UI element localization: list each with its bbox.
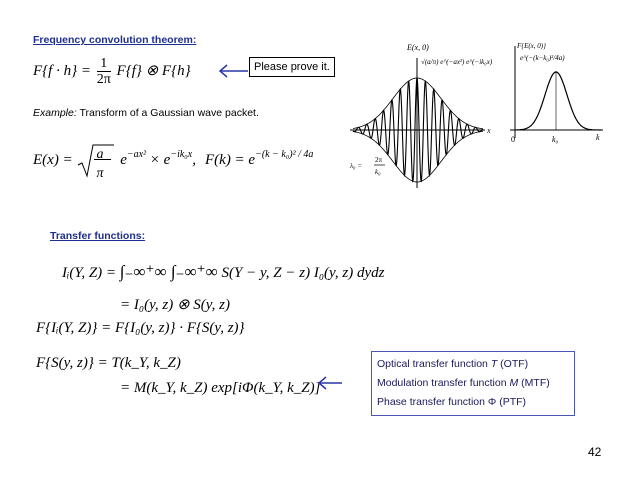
legend-item-mtf (377, 374, 569, 393)
legend-otf-symbol: T (490, 358, 498, 370)
legend-ptf-symbol: Φ (487, 396, 497, 408)
gaussian-field-equation (33, 137, 196, 182)
gaussian-spectrum-equation (205, 137, 313, 178)
gaussian-F-lhs: F(k) = e (205, 152, 256, 168)
legend-mtf-suffix: (MTF) (518, 377, 550, 389)
wave-packet-figure (345, 38, 605, 190)
callout-arrow-icon (216, 64, 250, 78)
tf-line1-lhs: Iᵢ(Y, Z) = (62, 265, 117, 281)
right-axis-origin: 0 (511, 135, 515, 144)
example-label: Example: (33, 107, 77, 119)
please-prove-callout: Please prove it. (249, 57, 335, 77)
gaussian-E-comma: , (192, 152, 196, 168)
example-text: Transform of a Gaussian wave packet. (76, 107, 259, 119)
legend-otf-prefix: Optical transfer function (377, 358, 491, 370)
convolution-rhs: F{f} ⊗ F{h} (116, 63, 191, 79)
legend-mtf-prefix: Modulation transfer function (377, 377, 510, 389)
example-line (33, 107, 259, 119)
frequency-convolution-heading: Frequency convolution theorem: (33, 34, 197, 46)
right-title: F{E(x, 0)} (517, 42, 546, 50)
left-title: E(x, 0) (407, 43, 429, 52)
legend-ptf-prefix: Phase transfer function (377, 396, 488, 408)
legend-ptf-suffix: (PTF) (496, 396, 527, 408)
gaussian-E-exp2: −ik₀x (170, 149, 193, 160)
tf-line1-rhs: S(Y − y, Z − z) I₀(y, z) dydz (221, 265, 385, 281)
wavelength-annot: λ₀ = (350, 162, 362, 170)
right-axis-k0: k₀ (552, 135, 559, 144)
left-axis-x-label: x (487, 126, 491, 135)
wavelength-den: k₀ (375, 168, 381, 176)
legend-otf-suffix: (OTF) (497, 358, 529, 370)
wave-packet-plot (349, 43, 493, 188)
sqrt-denominator: π (96, 166, 104, 182)
tf-line1 (62, 262, 384, 283)
tf-line3: F{Iᵢ(Y, Z)} = F{I₀(y, z)} · F{S(y, z)} (36, 320, 245, 336)
tf-line5: = M(k_Y, k_Z) exp[iΦ(k_Y, k_Z)] (120, 380, 321, 396)
sqrt-numerator: a (96, 147, 104, 163)
spectrum-curve (516, 72, 601, 130)
left-formula: √(a/π) e^(−ax²) e^(−ik₀x) (421, 58, 493, 66)
gaussian-E-exp1: −ax² (126, 149, 147, 160)
convolution-equation (33, 56, 191, 87)
wavelength-num: 2π (375, 156, 383, 164)
convolution-fraction (97, 56, 111, 87)
gaussian-E-exp-base: e (120, 152, 127, 168)
legend-item-otf (377, 355, 569, 374)
envelope-bottom (353, 131, 483, 182)
convolution-fraction-den: 2π (96, 72, 111, 88)
convolution-fraction-num: 1 (97, 56, 111, 72)
tf-line2: = I₀(y, z) ⊗ S(y, z) (120, 297, 230, 313)
transfer-functions-heading: Transfer functions: (50, 230, 146, 242)
transfer-function-legend (371, 351, 575, 416)
legend-arrow-icon (316, 376, 344, 390)
gaussian-F-exp: −(k − k₀)² / 4a (255, 149, 314, 160)
gaussian-E-times: × e (146, 152, 171, 168)
tf-line4: F{S(y, z)} = T(k_Y, k_Z) (36, 355, 181, 371)
gaussian-E-lhs: E(x) = (33, 152, 73, 168)
right-formula: e^(−(k−k₀)²/4a) (520, 54, 565, 62)
tf-line1-integrals: ∫₋∞⁺∞ ∫₋∞⁺∞ (119, 262, 218, 281)
page-number: 42 (588, 445, 602, 459)
sqrt-fraction (76, 142, 116, 182)
legend-item-ptf (377, 393, 569, 412)
legend-mtf-symbol: M (509, 377, 519, 389)
spectrum-plot (510, 42, 603, 144)
convolution-lhs: F{f · h} = (33, 63, 91, 79)
right-axis-x-label: k (596, 133, 600, 142)
